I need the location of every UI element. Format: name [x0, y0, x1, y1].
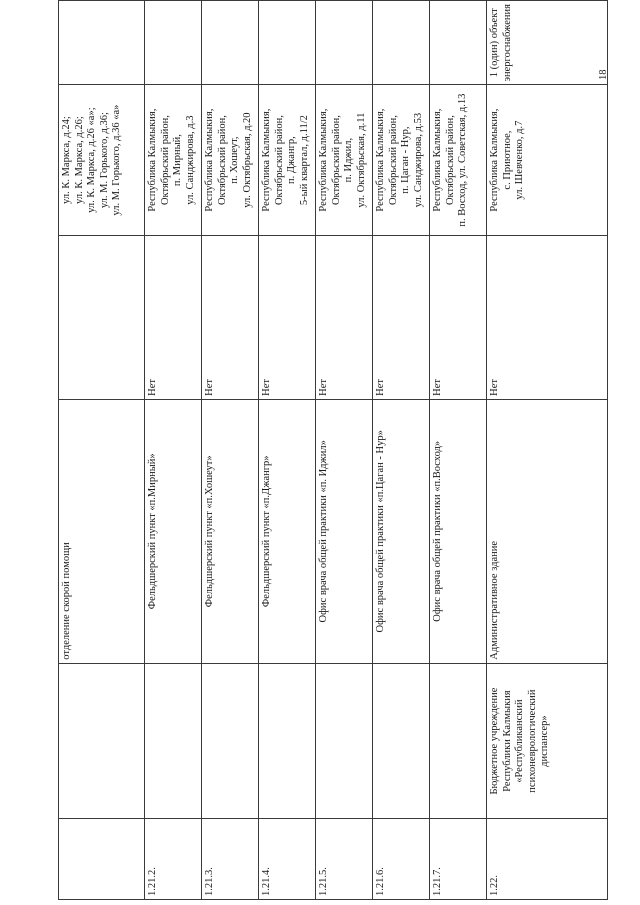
flag-cell [202, 235, 259, 399]
table-row [487, 1, 608, 900]
row-number-cell [145, 819, 202, 900]
organization-line: психоневрологический [526, 689, 538, 793]
flag-cell [430, 235, 487, 399]
row-number: 1.21.4. [261, 867, 272, 896]
address-line: Республика Калмыкия, [318, 108, 329, 212]
row-number: 1.21.3. [204, 867, 215, 896]
address-line: Республика Калмыкия, [375, 108, 386, 212]
table-row [145, 1, 202, 900]
address-line: ул. Санджирова, д.53 [412, 112, 424, 208]
flag-value: Нет [489, 379, 500, 396]
object-name: Административное здание [489, 540, 500, 660]
object-name-cell [259, 399, 316, 663]
flag-cell [316, 235, 373, 399]
address-line: ул. К. Маркса, д.26 «а»; [86, 107, 97, 213]
address-line: Октябрьский район, [159, 115, 171, 206]
object-name: Офис врача общей практики «п.Цаган - Нур» [375, 430, 386, 633]
address-line: п. Цаган - Нур, [400, 126, 411, 194]
extra-cell [202, 1, 259, 86]
address-line: Октябрьский район, [330, 115, 342, 206]
address-cell [373, 85, 430, 235]
address-line: п. Восход, ул. Советская, д.13 [457, 93, 468, 227]
object-name-cell [59, 399, 145, 663]
address-line: Октябрьский район, [444, 115, 456, 206]
flag-cell [373, 235, 430, 399]
address-line: ул. Санджирова, д.3 [184, 115, 196, 205]
row-number-cell [202, 819, 259, 900]
organization-line: диспансер» [539, 715, 550, 767]
organization-cell [145, 663, 202, 819]
organization-cell [259, 663, 316, 819]
object-name: отделение скорой помощи [61, 542, 72, 660]
row-number: 1.21.5. [318, 867, 329, 896]
flag-cell [59, 235, 145, 399]
address-line: п. Хошеут, [229, 136, 240, 184]
address-line: ул. Октябрьская, д.20 [241, 112, 253, 208]
address-line: ул. К. Маркса, д.24; [61, 116, 72, 204]
objects-table-body [59, 1, 608, 900]
address-cell [59, 85, 145, 235]
address-line: п. Джангр, [286, 136, 297, 184]
address-cell [259, 85, 316, 235]
table-row [430, 1, 487, 900]
extra-cell [373, 1, 430, 86]
address-cell [316, 85, 373, 235]
row-number-cell [316, 819, 373, 900]
address-line: Республика Калмыкия, [204, 108, 215, 212]
address-line: ул. М. Горького, д.36; [98, 112, 110, 209]
extra-cell [430, 1, 487, 86]
organization-line: Бюджетное учреждение [489, 687, 500, 795]
flag-value: Нет [147, 379, 158, 396]
extra-line: 1 (один) объект [489, 8, 500, 78]
flag-cell [259, 235, 316, 399]
address-line: ул. Октябрьская, д.11 [355, 112, 367, 208]
flag-cell [487, 235, 608, 399]
objects-table [58, 0, 608, 900]
organization-cell [202, 663, 259, 819]
object-name: Фельдшерский пункт «п.Хошеут» [204, 455, 215, 608]
object-name: Офис врача общей практики «п.Восход» [432, 440, 443, 622]
address-line: ул. К. Маркса, д.26; [73, 116, 85, 204]
extra-cell [316, 1, 373, 86]
address-line: 5-ый квартал, д.11/2 [298, 115, 310, 206]
address-line: п. Мирный, [172, 134, 183, 187]
address-line: Октябрьский район, [216, 115, 228, 206]
address-line: Республика Калмыкия, [147, 108, 158, 212]
row-number-cell [259, 819, 316, 900]
extra-line: энергоснабжения [501, 4, 513, 82]
organization-cell [316, 663, 373, 819]
address-line: п. Иджил, [343, 137, 354, 183]
extra-cell [145, 1, 202, 86]
table-row [59, 1, 145, 900]
flag-value: Нет [318, 379, 329, 396]
address-line: ул. Шевченко, д.7 [514, 120, 525, 200]
table-row [373, 1, 430, 900]
object-name: Офис врача общей практики «п. Иджил» [318, 440, 329, 623]
table-row [202, 1, 259, 900]
flag-value: Нет [432, 379, 443, 396]
organization-cell [487, 663, 608, 819]
page-number: 18 [598, 69, 609, 80]
object-name-cell [373, 399, 430, 663]
address-cell [145, 85, 202, 235]
address-line: Республика Калмыкия, [432, 108, 443, 212]
address-line: Республика Калмыкия, [261, 108, 272, 212]
object-name: Фельдшерский пункт «п.Джангр» [261, 455, 272, 608]
table-row [259, 1, 316, 900]
row-number-cell [373, 819, 430, 900]
extra-cell [259, 1, 316, 86]
row-number: 1.21.6. [375, 867, 386, 896]
row-number: 1.21.7. [432, 867, 443, 896]
row-number-cell [430, 819, 487, 900]
address-line: с. Приютное, [501, 130, 513, 190]
row-number: 1.21.2. [147, 867, 158, 896]
address-line: Октябрьский район, [273, 115, 285, 206]
address-cell [202, 85, 259, 235]
address-cell [487, 85, 608, 235]
object-name-cell [430, 399, 487, 663]
object-name-cell [316, 399, 373, 663]
address-line: Октябрьский район, [387, 115, 399, 206]
object-name: Фельдшерский пункт «п.Мирный» [147, 453, 158, 610]
row-number-cell [487, 819, 608, 900]
flag-cell [145, 235, 202, 399]
address-line: Республика Калмыкия, [489, 108, 500, 212]
organization-cell [59, 663, 145, 819]
extra-cell [59, 1, 145, 86]
row-number: 1.22. [489, 875, 500, 896]
address-line: ул. М. Горького, д.36 «а» [111, 104, 122, 216]
object-name-cell [487, 399, 608, 663]
address-cell [430, 85, 487, 235]
table-row [316, 1, 373, 900]
organization-line: Республики Калмыкия [501, 690, 513, 792]
row-number-cell [59, 819, 145, 900]
flag-value: Нет [375, 379, 386, 396]
extra-cell [487, 1, 608, 86]
organization-cell [430, 663, 487, 819]
flag-value: Нет [261, 379, 272, 396]
organization-line: «Республиканский [514, 699, 525, 783]
object-name-cell [202, 399, 259, 663]
organization-cell [373, 663, 430, 819]
flag-value: Нет [204, 379, 215, 396]
object-name-cell [145, 399, 202, 663]
